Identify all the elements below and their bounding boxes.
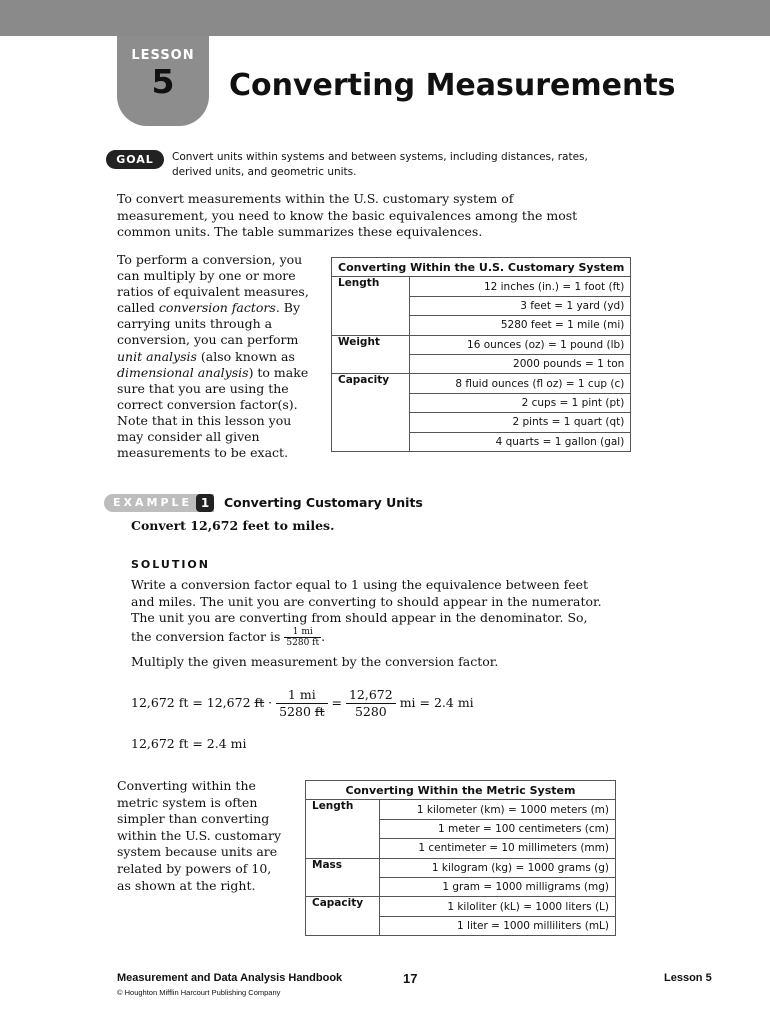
intro-paragraph: To convert measurements within the U.S. customary system of measurement, you need to know the basic equivalences among the most common units. The table summarizes these equivalences. [117, 191, 578, 240]
equivalence-cell: 5280 feet = 1 mile (mi) [409, 316, 630, 335]
lesson-number: 5 [151, 62, 175, 101]
table-row [332, 316, 631, 335]
conversion-factor-fraction: $\frac{1 mi}{5280 ft}$ [286, 626, 320, 648]
equivalence-cell: 16 ounces (oz) = 1 pound (lb) [409, 335, 630, 354]
table-row [306, 858, 616, 877]
table-row [332, 393, 631, 412]
category-cell: Mass [306, 858, 380, 877]
table-row [306, 897, 616, 916]
lesson-label: LESSON [131, 48, 195, 63]
equivalence-cell: 1 liter = 1000 milliliters (mL) [379, 916, 615, 935]
category-cell: Weight [332, 335, 410, 354]
multiply-text: Multiply the given measurement by the conversion factor. [131, 654, 499, 669]
equivalence-cell: 1 gram = 1000 milligrams (mg) [379, 877, 615, 896]
table-row [332, 277, 631, 296]
category-cell: Length [306, 800, 380, 819]
category-cell [332, 296, 410, 315]
solution-heading: SOLUTION [131, 558, 210, 571]
equivalence-cell: 8 fluid ounces (fl oz) = 1 cup (c) [409, 374, 630, 393]
equivalence-cell: 1 kilometer (km) = 1000 meters (m) [379, 800, 615, 819]
footer-lesson: Lesson 5 [664, 972, 712, 984]
equivalence-cell: 12 inches (in.) = 1 foot (ft) [409, 277, 630, 296]
category-cell [306, 839, 380, 858]
table-row [306, 839, 616, 858]
table-row [332, 354, 631, 373]
equivalence-cell: 2 cups = 1 pint (pt) [409, 393, 630, 412]
category-cell [332, 432, 410, 451]
table-row [306, 877, 616, 896]
goal-text: Convert units within systems and between systems, including distances, rates, derived units, and geometric units. [172, 151, 588, 178]
table-title: Converting Within the Metric System [306, 781, 616, 800]
category-cell: Capacity [332, 374, 410, 393]
conversion-factor-paragraph: To perform a conversion, you can multiply by one or more ratios of equivalent measures, called conversion factors. By carrying units through a conversion, you can perform unit analysis (also known as dimensional analysis) to make sure that you are using the correct conversion factor(s). Note that in this lesson you may consider all given measurements to be exact. [117, 252, 309, 461]
metric-paragraph: Converting within the metric system is often simpler than converting within the U.S. customary system because units are related by powers of 10, as shown at the right. [117, 778, 282, 893]
table-row [306, 800, 616, 819]
top-band [0, 0, 770, 36]
equivalence-cell: 3 feet = 1 yard (yd) [409, 296, 630, 315]
term-unit-analysis: unit analysis [117, 348, 197, 364]
footer-book-title: Measurement and Data Analysis Handbook [117, 972, 343, 984]
example-result: 12,672 ft = 2.4 mi [131, 736, 247, 751]
term-dimensional-analysis: dimensional analysis [117, 364, 249, 380]
term-conversion-factors: conversion factors [158, 300, 276, 316]
table-row [332, 432, 631, 451]
category-cell [332, 354, 410, 373]
page-title: Converting Measurements [229, 68, 676, 103]
conversion-equation: 12,672 ft = 12,672 ft · $\frac{1 mi}{5280 ft}$ = $\frac{12,672}{5280}$ mi = 2.4 mi [131, 687, 474, 719]
table-row [332, 335, 631, 354]
example-label: EXAMPLE [113, 496, 193, 509]
example-title: Converting Customary Units [224, 495, 423, 510]
category-cell [332, 316, 410, 335]
equivalence-cell: 1 kiloliter (kL) = 1000 liters (L) [379, 897, 615, 916]
equivalence-cell: 1 centimeter = 10 millimeters (mm) [379, 839, 615, 858]
category-cell [306, 916, 380, 935]
metric-table [305, 780, 616, 936]
us-customary-table [331, 257, 631, 452]
table-row [306, 819, 616, 838]
table-title: Converting Within the U.S. Customary System [332, 258, 631, 277]
page-number: 17 [403, 971, 418, 986]
example-prompt: Convert 12,672 feet to miles. [131, 518, 335, 533]
equivalence-cell: 1 meter = 100 centimeters (cm) [379, 819, 615, 838]
category-cell [332, 413, 410, 432]
footer-copyright: © Houghton Mifflin Harcourt Publishing Company [117, 988, 281, 997]
example-number: 1 [196, 494, 214, 512]
equivalence-cell: 1 kilogram (kg) = 1000 grams (g) [379, 858, 615, 877]
equivalence-cell: 2 pints = 1 quart (qt) [409, 413, 630, 432]
goal-badge: GOAL [106, 150, 164, 169]
equivalence-cell: 2000 pounds = 1 ton [409, 354, 630, 373]
category-cell [306, 877, 380, 896]
category-cell [306, 819, 380, 838]
category-cell: Capacity [306, 897, 380, 916]
solution-text: Write a conversion factor equal to 1 using the equivalence between feet and miles. The unit you are converting to should appear in the numerator. The unit you are converting from should appear in the denominator. So, the conversion factor is $\frac{1 mi}{5280 ft}$ . [131, 577, 602, 648]
table-row [332, 296, 631, 315]
category-cell [332, 393, 410, 412]
table-row [332, 413, 631, 432]
table-row [306, 916, 616, 935]
equivalence-cell: 4 quarts = 1 gallon (gal) [409, 432, 630, 451]
category-cell: Length [332, 277, 410, 296]
table-row [332, 374, 631, 393]
